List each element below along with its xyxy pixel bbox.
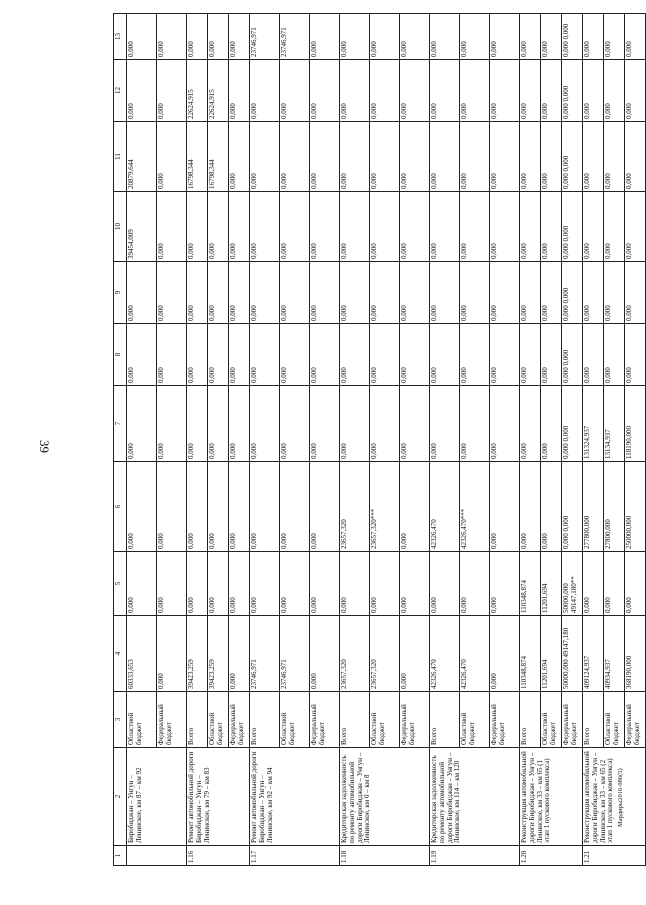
funding-source-cell: Областной бюджет <box>604 692 625 748</box>
value-cell-col-13: 0,000 <box>229 14 250 60</box>
table-row <box>520 14 541 866</box>
value-cell-col-12: 0,000 <box>280 60 310 122</box>
value-cell-col-12: 0,000 <box>430 60 460 122</box>
value-cell-col-7: 0,000 0,000 <box>562 386 583 462</box>
value-cell-col-5: 0,000 <box>310 552 340 616</box>
value-cell-col-10: 0,000 <box>604 192 625 262</box>
value-cell-col-5: 0,000 <box>157 552 187 616</box>
table-row <box>541 14 562 866</box>
value-cell-col-12: 0,000 <box>490 60 520 122</box>
value-cell-col-11: 0,000 <box>340 122 370 192</box>
value-cell-col-11: 0,000 <box>490 122 520 192</box>
value-cell-col-13: 0,000 <box>604 14 625 60</box>
value-cell-col-10: 0,000 <box>187 192 208 262</box>
value-cell-col-10: 0,000 <box>280 192 310 262</box>
value-cell-col-5: 110348,874 <box>520 552 541 616</box>
value-cell-col-7: 0,000 <box>430 386 460 462</box>
value-cell-col-11: 0,000 <box>541 122 562 192</box>
table-row <box>250 14 280 866</box>
value-cell-col-13: 0,000 <box>370 14 400 60</box>
value-cell-col-6: 250000,000 <box>625 462 646 552</box>
row-number-cell <box>127 846 187 866</box>
value-cell-col-6: 0,000 <box>310 462 340 552</box>
value-cell-col-4: 0,000 <box>490 616 520 692</box>
funding-source-cell: Областной бюджет <box>370 692 400 748</box>
value-cell-col-9: 0,000 <box>460 262 490 324</box>
value-cell-col-11: 0,000 <box>625 122 646 192</box>
value-cell-col-10: 0,000 <box>370 192 400 262</box>
value-cell-col-6: 0,000 <box>520 462 541 552</box>
value-cell-col-8: 0,000 <box>370 324 400 386</box>
value-cell-col-9: 0,000 <box>250 262 280 324</box>
value-cell-col-4: 39423,259 <box>208 616 229 692</box>
value-cell-col-9: 0,000 <box>229 262 250 324</box>
value-cell-col-6: 0,000 <box>127 462 157 552</box>
value-cell-col-8: 0,000 <box>250 324 280 386</box>
value-cell-col-6: 0,000 <box>208 462 229 552</box>
value-cell-col-9: 0,000 <box>127 262 157 324</box>
header-row <box>114 14 127 866</box>
value-cell-col-12: 0,000 <box>625 60 646 122</box>
value-cell-col-9: 0,000 <box>280 262 310 324</box>
value-cell-col-12: 0,000 <box>340 60 370 122</box>
value-cell-col-7: 0,000 <box>208 386 229 462</box>
value-cell-col-12: 0,000 <box>127 60 157 122</box>
value-cell-col-13: 23746,971 <box>250 14 280 60</box>
value-cell-col-10: 0,000 <box>340 192 370 262</box>
column-header-6: 6 <box>114 462 127 552</box>
column-header-13: 13 <box>114 14 127 60</box>
value-cell-col-10: 0,000 <box>250 192 280 262</box>
table-row <box>229 14 250 866</box>
value-cell-col-9: 0,000 <box>208 262 229 324</box>
value-cell-col-13: 0,000 <box>520 14 541 60</box>
page-number: 39 <box>37 440 52 453</box>
value-cell-col-12: 0,000 <box>310 60 340 122</box>
value-cell-col-8: 0,000 <box>127 324 157 386</box>
value-cell-col-12: 22624,915 <box>187 60 208 122</box>
table-row <box>208 14 229 866</box>
value-cell-col-6: 277800,000 <box>583 462 604 552</box>
value-cell-col-4: 40934,937 <box>604 616 625 692</box>
value-cell-col-11: 0,000 <box>229 122 250 192</box>
value-cell-col-5: 0,000 <box>229 552 250 616</box>
value-cell-col-9: 0,000 <box>430 262 460 324</box>
value-cell-col-5: 0,000 <box>583 552 604 616</box>
funding-source-cell: Всего <box>187 692 208 748</box>
funding-source-cell: Всего <box>250 692 280 748</box>
value-cell-col-11: 0,000 <box>460 122 490 192</box>
value-cell-col-13: 0,000 <box>340 14 370 60</box>
value-cell-col-6: 0,000 <box>229 462 250 552</box>
value-cell-col-9: 0,000 <box>340 262 370 324</box>
value-cell-col-4: 60333,653 <box>127 616 157 692</box>
value-cell-col-8: 0,000 <box>310 324 340 386</box>
value-cell-col-7: 0,000 <box>280 386 310 462</box>
value-cell-col-13: 0,000 <box>157 14 187 60</box>
row-number-cell: 1.18 <box>340 846 430 866</box>
value-cell-col-4: 0,000 <box>400 616 430 692</box>
value-cell-col-6: 0,000 <box>400 462 430 552</box>
funding-source-cell: Федеральный бюджет <box>400 692 430 748</box>
table-row <box>340 14 370 866</box>
column-header-3: 3 <box>114 692 127 748</box>
value-cell-col-12: 0,000 <box>229 60 250 122</box>
value-cell-col-10: 0,000 <box>541 192 562 262</box>
column-header-1: 1 <box>114 846 127 866</box>
value-cell-col-13: 0,000 <box>460 14 490 60</box>
value-cell-col-9: 0,000 0,000 <box>562 262 583 324</box>
value-cell-col-6: 27800,000 <box>604 462 625 552</box>
row-number-cell: 1.17 <box>250 846 340 866</box>
document-id: Мардиры2016-986(5) <box>617 768 624 827</box>
table-row <box>310 14 340 866</box>
column-header-4: 4 <box>114 616 127 692</box>
value-cell-col-7: 0,000 <box>229 386 250 462</box>
value-cell-col-13: 0,000 <box>400 14 430 60</box>
value-cell-col-4: 23746,971 <box>280 616 310 692</box>
value-cell-col-5: 0,000 <box>490 552 520 616</box>
funding-source-cell: Всего <box>583 692 604 748</box>
table-row <box>127 14 157 866</box>
value-cell-col-5: 11201,694 <box>541 552 562 616</box>
value-cell-col-5: 0,000 <box>340 552 370 616</box>
value-cell-col-5: 0,000 <box>400 552 430 616</box>
value-cell-col-11: 16798,344 <box>208 122 229 192</box>
value-cell-col-5: 0,000 <box>430 552 460 616</box>
funding-source-cell: Областной бюджет <box>541 692 562 748</box>
table-row <box>460 14 490 866</box>
value-cell-col-12: 0,000 <box>370 60 400 122</box>
value-cell-col-4: 110348,874 <box>520 616 541 692</box>
item-name-cell: Реконструкция автомобильной дороги Биробиджан – Унгун – Ленинское, км 33 – км 65 (1 этап 1 пускового комплекса) <box>520 748 583 846</box>
value-cell-col-7: 0,000 <box>187 386 208 462</box>
funding-source-cell: Областной бюджет <box>460 692 490 748</box>
value-cell-col-11: 16798,344 <box>187 122 208 192</box>
value-cell-col-6: 0,000 <box>490 462 520 552</box>
value-cell-col-7: 0,000 <box>310 386 340 462</box>
value-cell-col-8: 0,000 <box>229 324 250 386</box>
column-header-11: 11 <box>114 122 127 192</box>
value-cell-col-4: 39423,259 <box>187 616 208 692</box>
table-row <box>583 14 604 866</box>
value-cell-col-6: 0,000 <box>541 462 562 552</box>
column-header-12: 12 <box>114 60 127 122</box>
value-cell-col-11: 0,000 <box>400 122 430 192</box>
value-cell-col-12: 0,000 <box>400 60 430 122</box>
value-cell-col-7: 0,000 <box>460 386 490 462</box>
value-cell-col-6: 0,000 <box>250 462 280 552</box>
value-cell-col-9: 0,000 <box>400 262 430 324</box>
value-cell-col-5: 0,000 <box>250 552 280 616</box>
funding-source-cell: Всего <box>520 692 541 748</box>
value-cell-col-12: 22624,915 <box>208 60 229 122</box>
value-cell-col-7: 0,000 <box>250 386 280 462</box>
value-cell-col-8: 0,000 <box>340 324 370 386</box>
value-cell-col-10: 0,000 <box>460 192 490 262</box>
value-cell-col-13: 0,000 <box>541 14 562 60</box>
value-cell-col-12: 0,000 <box>460 60 490 122</box>
table-row <box>430 14 460 866</box>
value-cell-col-8: 0,000 <box>187 324 208 386</box>
value-cell-col-8: 0,000 <box>430 324 460 386</box>
value-cell-col-11: 0,000 0,000 <box>562 122 583 192</box>
value-cell-col-9: 0,000 <box>490 262 520 324</box>
value-cell-col-6: 23657,320*** <box>370 462 400 552</box>
value-cell-col-10: 39454,009 <box>127 192 157 262</box>
value-cell-col-9: 0,000 <box>157 262 187 324</box>
value-cell-col-5: 0,000 <box>370 552 400 616</box>
value-cell-col-11: 0,000 <box>157 122 187 192</box>
item-name-cell: Ремонт автомобильной дороги Биробиджан – Унгун – Ленинское, км 79 – км 83 <box>187 748 250 846</box>
value-cell-col-11: 0,000 <box>604 122 625 192</box>
value-cell-col-4: 42326,470 <box>430 616 460 692</box>
value-cell-col-9: 0,000 <box>310 262 340 324</box>
value-cell-col-10: 0,000 <box>430 192 460 262</box>
table-row <box>280 14 310 866</box>
value-cell-col-7: 13134,937 <box>604 386 625 462</box>
value-cell-col-10: 0,000 <box>229 192 250 262</box>
value-cell-col-4: 23657,320 <box>340 616 370 692</box>
column-header-9: 9 <box>114 262 127 324</box>
column-header-8: 8 <box>114 324 127 386</box>
rotated-table-wrapper <box>113 14 641 866</box>
value-cell-col-12: 0,000 <box>520 60 541 122</box>
column-header-10: 10 <box>114 192 127 262</box>
table-row <box>490 14 520 866</box>
budget-table <box>113 13 646 866</box>
value-cell-col-11: 0,000 <box>280 122 310 192</box>
value-cell-col-7: 0,000 <box>127 386 157 462</box>
value-cell-col-11: 20879,644 <box>127 122 157 192</box>
value-cell-col-11: 0,000 <box>520 122 541 192</box>
value-cell-col-10: 0,000 <box>490 192 520 262</box>
value-cell-col-12: 0,000 <box>583 60 604 122</box>
value-cell-col-7: 0,000 <box>400 386 430 462</box>
value-cell-col-12: 0,000 <box>604 60 625 122</box>
table-body <box>127 14 646 866</box>
item-name-cell: Биробиджан – Унгун – Ленинское, км 87 – км 92 <box>127 748 187 846</box>
value-cell-col-12: 0,000 <box>157 60 187 122</box>
value-cell-col-4: 23657,320 <box>370 616 400 692</box>
value-cell-col-4: 368190,000 <box>625 616 646 692</box>
value-cell-col-5: 0,000 <box>208 552 229 616</box>
value-cell-col-9: 0,000 <box>520 262 541 324</box>
value-cell-col-8: 0,000 0,000 <box>562 324 583 386</box>
funding-source-cell: Федеральный бюджет <box>157 692 187 748</box>
table-row <box>604 14 625 866</box>
row-number-cell: 1.16 <box>187 846 250 866</box>
value-cell-col-12: 0,000 <box>250 60 280 122</box>
value-cell-col-8: 0,000 <box>490 324 520 386</box>
column-header-5: 5 <box>114 552 127 616</box>
value-cell-col-12: 0,000 <box>541 60 562 122</box>
funding-source-cell: Всего <box>340 692 370 748</box>
funding-source-cell: Всего <box>430 692 460 748</box>
value-cell-col-4: 42326,470 <box>460 616 490 692</box>
value-cell-col-10: 0,000 <box>625 192 646 262</box>
funding-source-cell: Областной бюджет <box>208 692 229 748</box>
value-cell-col-4: 23746,971 <box>250 616 280 692</box>
item-name-cell: Реконструкция автомобильной дороги Биробиджан – Унгун – Ленинское, км 33 – км 65 (2 этап 1 пускового комплекса) <box>583 748 646 846</box>
value-cell-col-8: 0,000 <box>460 324 490 386</box>
value-cell-col-8: 0,000 <box>208 324 229 386</box>
value-cell-col-7: 0,000 <box>520 386 541 462</box>
value-cell-col-7: 0,000 <box>340 386 370 462</box>
column-header-2: 2 <box>114 748 127 846</box>
funding-source-cell: Областной бюджет <box>280 692 310 748</box>
value-cell-col-13: 23746,971 <box>280 14 310 60</box>
value-cell-col-7: 0,000 <box>541 386 562 462</box>
value-cell-col-5: 0,000 <box>187 552 208 616</box>
value-cell-col-7: 118190,000 <box>625 386 646 462</box>
row-number-cell: 1.20 <box>520 846 583 866</box>
value-cell-col-9: 0,000 <box>541 262 562 324</box>
value-cell-col-13: 0,000 <box>208 14 229 60</box>
value-cell-col-11: 0,000 <box>370 122 400 192</box>
value-cell-col-13: 0,000 0,000 <box>562 14 583 60</box>
value-cell-col-4: 409124,937 <box>583 616 604 692</box>
item-name-cell: Кредиторская задолженность по ремонту автомобильной дороги Биробиджан – Унгун – Ленинское, км 0 – км 8 <box>340 748 430 846</box>
value-cell-col-13: 0,000 <box>310 14 340 60</box>
value-cell-col-8: 0,000 <box>583 324 604 386</box>
value-cell-col-4: 0,000 <box>310 616 340 692</box>
value-cell-col-12: 0,000 0,000 <box>562 60 583 122</box>
value-cell-col-5: 0,000 <box>625 552 646 616</box>
funding-source-cell: Федеральный бюджет <box>625 692 646 748</box>
value-cell-col-8: 0,000 <box>400 324 430 386</box>
value-cell-col-4: 0,000 <box>157 616 187 692</box>
table-row <box>400 14 430 866</box>
value-cell-col-7: 0,000 <box>157 386 187 462</box>
table-row <box>562 14 583 866</box>
value-cell-col-8: 0,000 <box>520 324 541 386</box>
value-cell-col-5: 50000,000 49147,180** <box>562 552 583 616</box>
value-cell-col-13: 0,000 <box>127 14 157 60</box>
value-cell-col-8: 0,000 <box>280 324 310 386</box>
value-cell-col-11: 0,000 <box>310 122 340 192</box>
value-cell-col-11: 0,000 <box>430 122 460 192</box>
value-cell-col-8: 0,000 <box>157 324 187 386</box>
value-cell-col-5: 0,000 <box>127 552 157 616</box>
table-row <box>157 14 187 866</box>
value-cell-col-4: 50000,000 49147,180 <box>562 616 583 692</box>
column-header-7: 7 <box>114 386 127 462</box>
value-cell-col-10: 0,000 <box>310 192 340 262</box>
value-cell-col-13: 0,000 <box>430 14 460 60</box>
value-cell-col-6: 0,000 0,000 <box>562 462 583 552</box>
value-cell-col-13: 0,000 <box>490 14 520 60</box>
table-row <box>625 14 646 866</box>
value-cell-col-13: 0,000 <box>625 14 646 60</box>
value-cell-col-11: 0,000 <box>583 122 604 192</box>
value-cell-col-7: 131324,937 <box>583 386 604 462</box>
value-cell-col-9: 0,000 <box>604 262 625 324</box>
value-cell-col-13: 0,000 <box>583 14 604 60</box>
value-cell-col-6: 42326,470*** <box>460 462 490 552</box>
value-cell-col-8: 0,000 <box>625 324 646 386</box>
value-cell-col-4: 11201,694 <box>541 616 562 692</box>
value-cell-col-6: 0,000 <box>187 462 208 552</box>
funding-source-cell: Федеральный бюджет <box>490 692 520 748</box>
funding-source-cell: Областной бюджет <box>127 692 157 748</box>
value-cell-col-9: 0,000 <box>187 262 208 324</box>
value-cell-col-10: 0,000 <box>157 192 187 262</box>
item-name-cell: Ремонт автомобильной дороги Биробиджан – Унгун – Ленинское, км 92 – км 94 <box>250 748 340 846</box>
value-cell-col-11: 0,000 <box>250 122 280 192</box>
value-cell-col-10: 0,000 0,000 <box>562 192 583 262</box>
value-cell-col-13: 0,000 <box>187 14 208 60</box>
value-cell-col-5: 0,000 <box>460 552 490 616</box>
value-cell-col-9: 0,000 <box>370 262 400 324</box>
value-cell-col-7: 0,000 <box>370 386 400 462</box>
value-cell-col-10: 0,000 <box>208 192 229 262</box>
funding-source-cell: Федеральный бюджет <box>562 692 583 748</box>
value-cell-col-10: 0,000 <box>520 192 541 262</box>
table-row <box>370 14 400 866</box>
value-cell-col-10: 0,000 <box>400 192 430 262</box>
row-number-cell: 1.19 <box>430 846 520 866</box>
value-cell-col-6: 0,000 <box>157 462 187 552</box>
funding-source-cell: Федеральный бюджет <box>310 692 340 748</box>
value-cell-col-6: 0,000 <box>280 462 310 552</box>
value-cell-col-10: 0,000 <box>583 192 604 262</box>
value-cell-col-9: 0,000 <box>583 262 604 324</box>
value-cell-col-7: 0,000 <box>490 386 520 462</box>
value-cell-col-8: 0,000 <box>541 324 562 386</box>
funding-source-cell: Федеральный бюджет <box>229 692 250 748</box>
value-cell-col-5: 0,000 <box>604 552 625 616</box>
row-number-cell: 1.21 <box>583 846 646 866</box>
value-cell-col-8: 0,000 <box>604 324 625 386</box>
value-cell-col-6: 23657,320 <box>340 462 370 552</box>
value-cell-col-5: 0,000 <box>280 552 310 616</box>
value-cell-col-9: 0,000 <box>625 262 646 324</box>
value-cell-col-6: 42326,470 <box>430 462 460 552</box>
item-name-cell: Кредиторская задолженность по ремонту автомобильной дороги Биробиджан – Унгун – Ленинское, км 114 – км 120 <box>430 748 520 846</box>
value-cell-col-4: 0,000 <box>229 616 250 692</box>
table-row <box>187 14 208 866</box>
